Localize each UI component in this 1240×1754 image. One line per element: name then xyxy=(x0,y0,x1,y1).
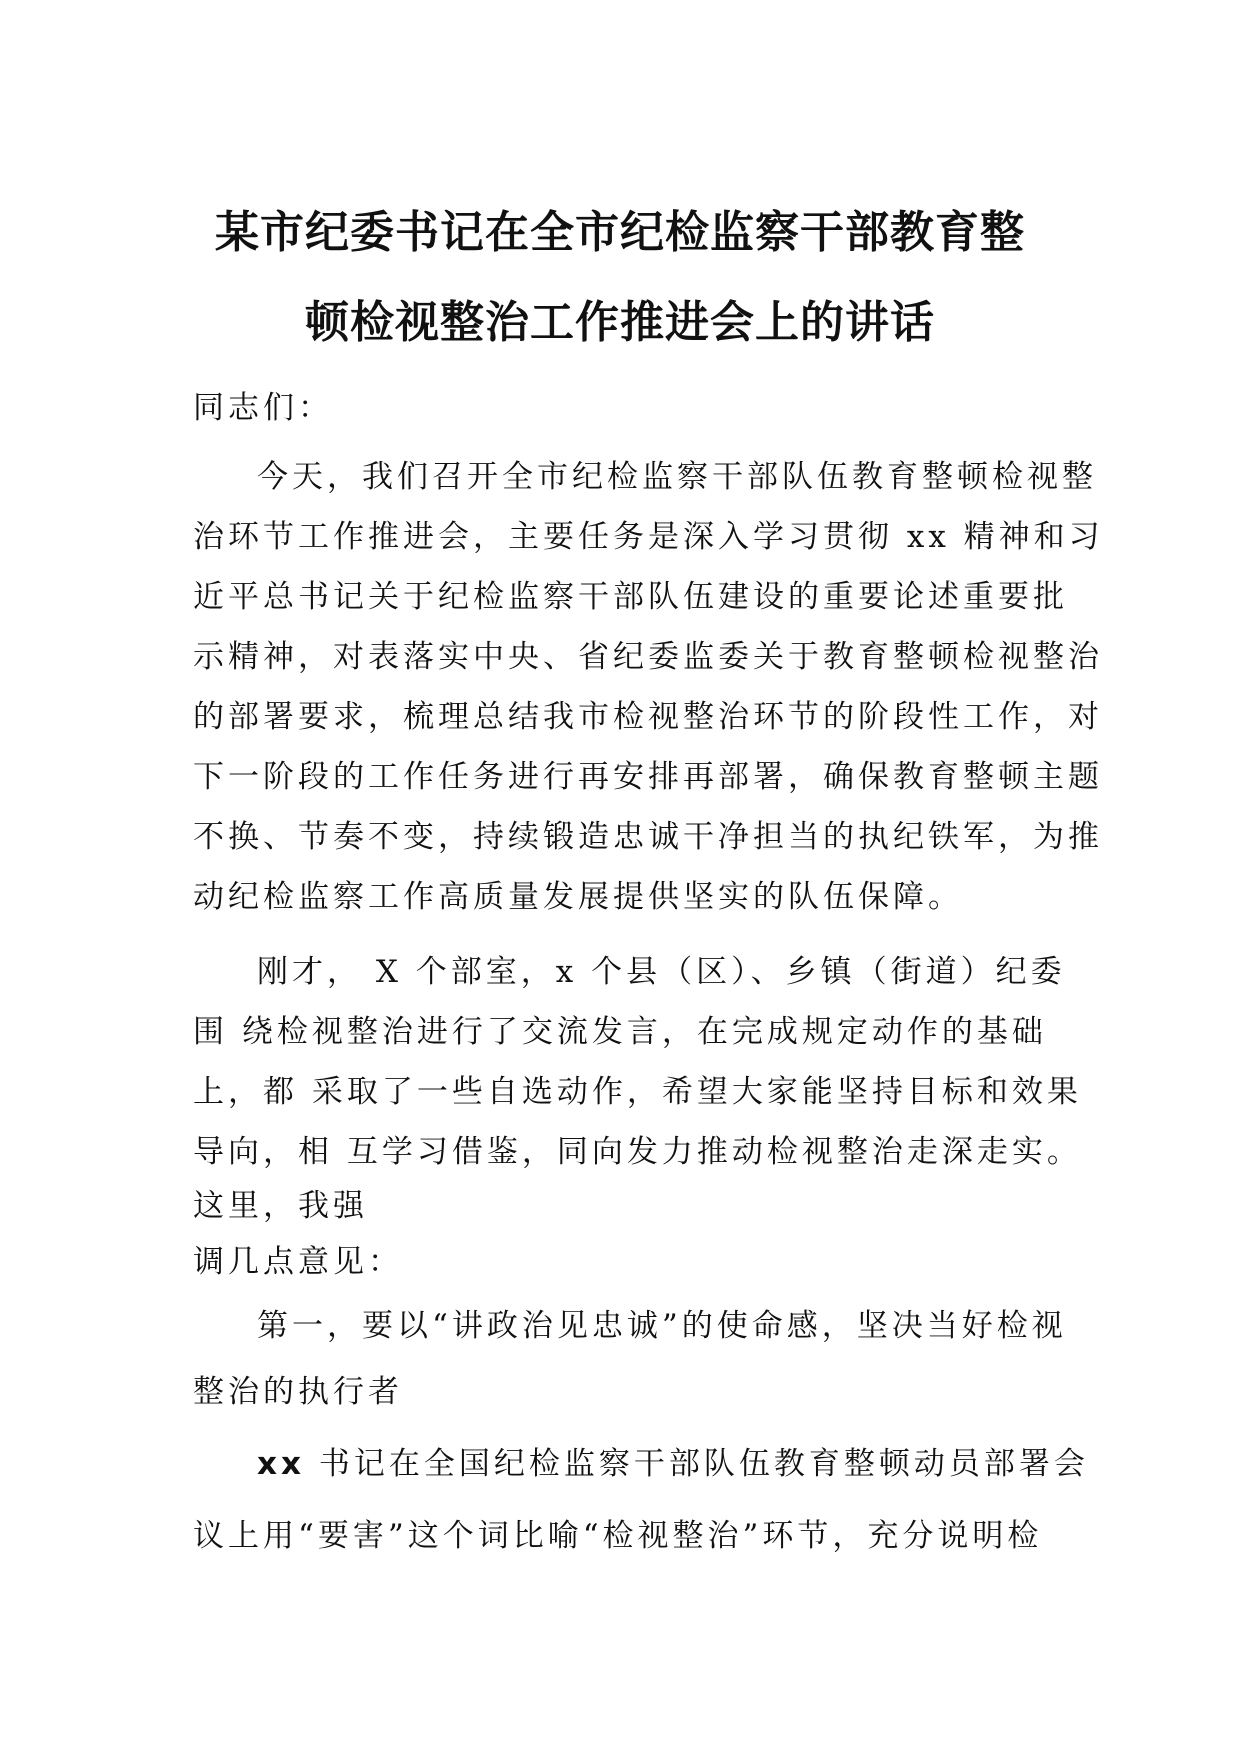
paragraph-3-line: 议上用“要害”这个词比喻“检视整治”环节，充分说明检 xyxy=(193,1518,1043,1554)
paragraph-1-line: 近平总书记关于纪检监察干部队伍建设的重要论述重要批 xyxy=(193,579,1068,615)
paragraph-1-line: 下一阶段的工作任务进行再安排再部署，确保教育整顿主题 xyxy=(193,759,1103,795)
paragraph-1-line: 治环节工作推进会，主要任务是深入学习贯彻 xx 精神和习 xyxy=(193,519,1104,555)
leader-placeholder: xx xyxy=(257,1446,305,1482)
paragraph-1-line: 不换、节奏不变，持续锻造忠诚干净担当的执纪铁军，为推 xyxy=(193,819,1103,855)
paragraph-3-text: 书记在全国纪检监察干部队伍教育整顿动员部署会 xyxy=(305,1446,1089,1482)
paragraph-2-line: 导向，相 互学习借鉴，同向发力推动检视整治走深走实。 xyxy=(193,1134,1082,1170)
paragraph-1-line: 动纪检监察工作高质量发展提供坚实的队伍保障。 xyxy=(193,879,963,915)
document-title-line-1: 某市纪委书记在全市纪检监察干部教育整 xyxy=(215,207,1025,258)
section-1-heading: 整治的执行者 xyxy=(193,1374,403,1410)
paragraph-2-line: 刚才， X 个部室，x 个县（区）、乡镇（街道）纪委 xyxy=(257,954,1066,990)
paragraph-1-line: 示精神，对表落实中央、省纪委监委关于教育整顿检视整治 xyxy=(193,639,1103,675)
salutation: 同志们： xyxy=(193,390,333,426)
paragraph-2-line: 上，都 采取了一些自选动作，希望大家能坚持目标和效果 xyxy=(193,1074,1082,1110)
paragraph-2-line: 这里，我强 xyxy=(193,1188,368,1224)
paragraph-1-line: 的部署要求，梳理总结我市检视整治环节的阶段性工作，对 xyxy=(193,699,1103,735)
section-1-heading: 第一，要以“讲政治见忠诚”的使命感，坚决当好检视 xyxy=(257,1308,1067,1344)
document-title-line-2: 顿检视整治工作推进会上的讲话 xyxy=(305,297,935,348)
paragraph-2-line: 调几点意见： xyxy=(193,1244,403,1280)
paragraph-1-line: 今天，我们召开全市纪检监察干部队伍教育整顿检视整 xyxy=(257,459,1097,495)
paragraph-3-line xyxy=(257,1438,1089,1483)
paragraph-2-line: 围 绕检视整治进行了交流发言，在完成规定动作的基础 xyxy=(193,1014,1047,1050)
